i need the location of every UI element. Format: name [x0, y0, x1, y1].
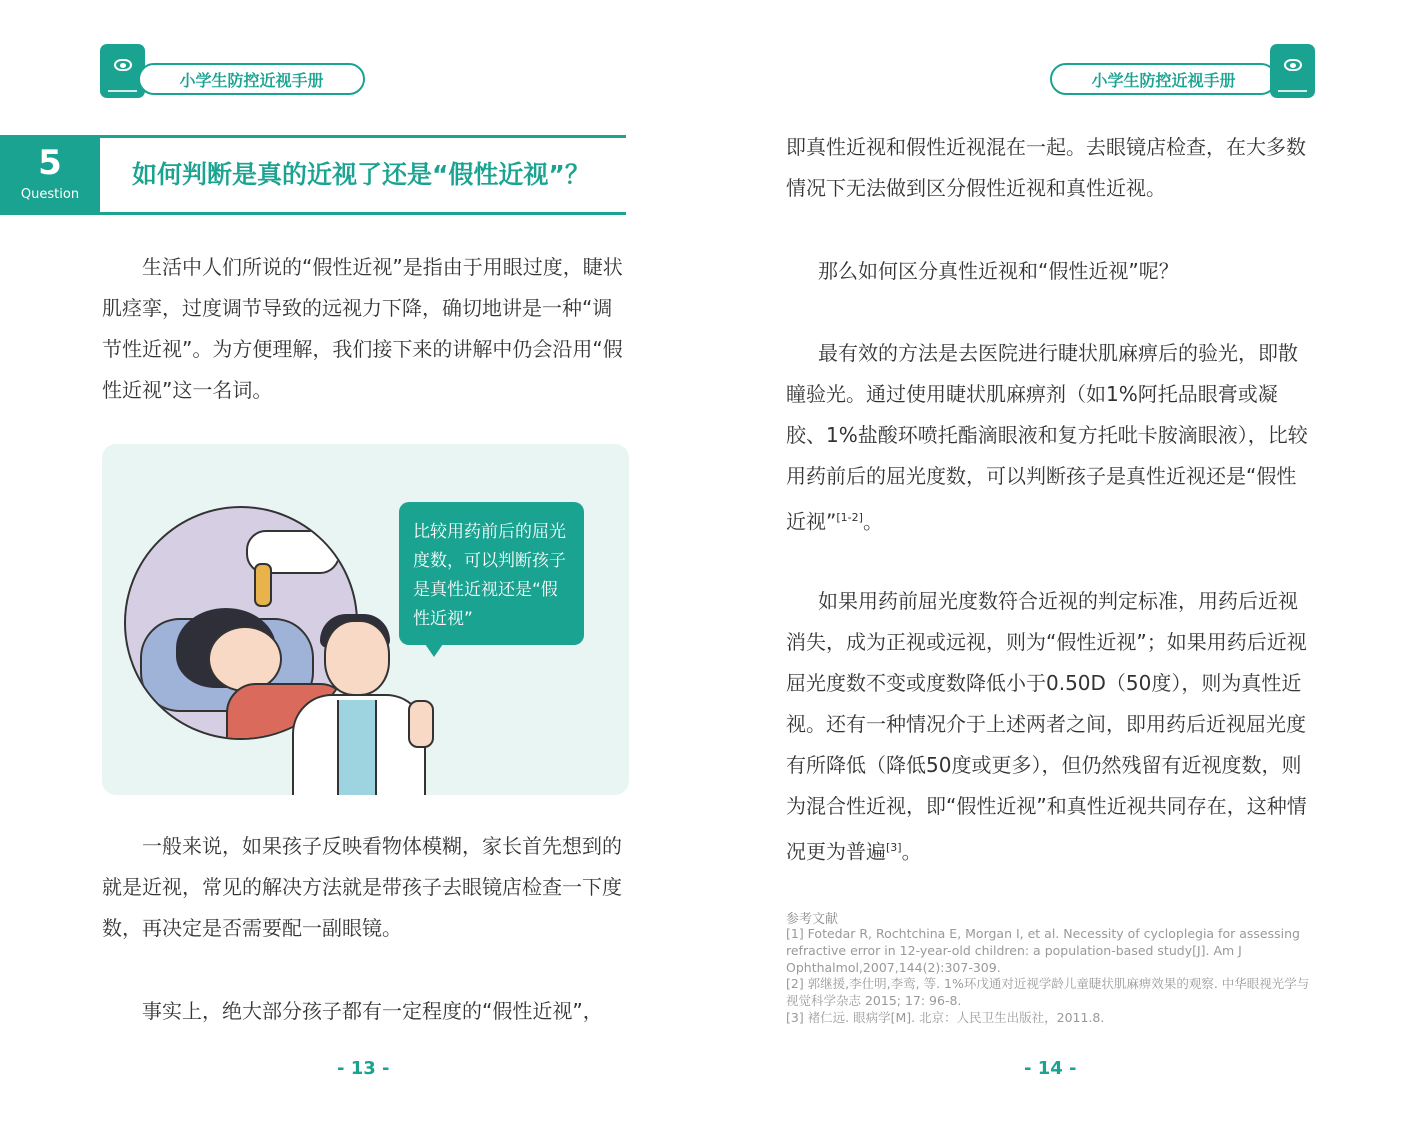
paragraph: 如果用药前屈光度数符合近视的判定标准，用药后近视消失，成为正视或远视，则为“假性近视”；如果用药后近视屈光度数不变或度数降低小于0.50D（50度），则为真性近视。还有一种情况介于上述两者之间，即用药后近视屈光度有所降低（降低50度或更多），但仍然残留有近视度数，则为混合性近视，即“假性近视”和真性近视共同存在，这种情况更为普遍[3]。	[786, 589, 1307, 864]
header-title-right: 小学生防控近视手册	[1050, 63, 1277, 95]
references-title: 参考文献	[786, 912, 839, 927]
page-number-right: - 14 -	[1024, 1058, 1077, 1079]
header-tab-right	[1050, 44, 1315, 98]
header-tab-left	[100, 44, 365, 98]
question-number: 5	[38, 143, 62, 183]
question-banner	[0, 135, 626, 215]
paragraph: 一般来说，如果孩子反映看物体模糊，家长首先想到的就是近视，常见的解决方法就是带孩子去眼镜店检查一下度数，再决定是否需要配一副眼镜。	[102, 834, 622, 940]
paragraph: 事实上，绝大部分孩子都有一定程度的“假性近视”，	[142, 999, 603, 1023]
reference-item: [3] 褚仁远. 眼病学[M]. 北京：人民卫生出版社，2011.8.	[786, 1009, 1105, 1025]
citation: [1-2]	[836, 511, 863, 524]
paragraph: 生活中人们所说的“假性近视”是指由于用眼过度，睫状肌痉挛，过度调节导致的远视力下降，确切地讲是一种“调节性近视”。为方便理解，我们接下来的讲解中仍会沿用“假性近视”这一名词。	[102, 255, 623, 402]
question-label: Question	[20, 187, 80, 202]
paragraph: 那么如何区分真性近视和“假性近视”呢？	[818, 259, 1179, 283]
paragraph: 最有效的方法是去医院进行睫状肌麻痹后的验光，即散瞳验光。通过使用睫状肌麻痹剂（如1%阿托品眼膏或凝胶、1%盐酸环喷托酯滴眼液和复方托吡卡胺滴眼液），比较用药前后的屈光度数，可以判断孩子是真性近视还是“假性近视”[1-2]。	[786, 341, 1308, 534]
question-title: 如何判断是真的近视了还是“假性近视”？	[132, 160, 590, 189]
page-number-left: - 13 -	[337, 1058, 390, 1079]
references-list	[786, 926, 1312, 1027]
divider	[100, 135, 626, 138]
divider	[100, 212, 626, 215]
header-title-left: 小学生防控近视手册	[138, 63, 365, 95]
book-eye-icon	[100, 44, 145, 98]
speech-bubble: 比较用药前后的屈光度数，可以判断孩子是真性近视还是“假性近视”	[399, 502, 584, 645]
citation: [3]	[886, 841, 902, 854]
question-badge	[0, 135, 100, 215]
reference-item: [2] 郭继援,李仕明,李鸾, 等. 1%环戊通对近视学龄儿童睫状肌麻痹效果的观察. 中华眼视光学与视觉科学杂志 2015; 17: 96-8.	[786, 976, 1310, 1009]
book-eye-icon	[1270, 44, 1315, 98]
paragraph: 即真性近视和假性近视混在一起。去眼镜店检查，在大多数情况下无法做到区分假性近视和真性近视。	[786, 135, 1306, 200]
illustration	[102, 444, 629, 795]
reference-item: [1] Fotedar R, Rochtchina E, Morgan I, et al. Necessity of cycloplegia for assessing refractive error in 12-year-old children: a population-based study[J]. Am J Ophthalmol,2007,144(2):307-309.	[786, 926, 1300, 975]
